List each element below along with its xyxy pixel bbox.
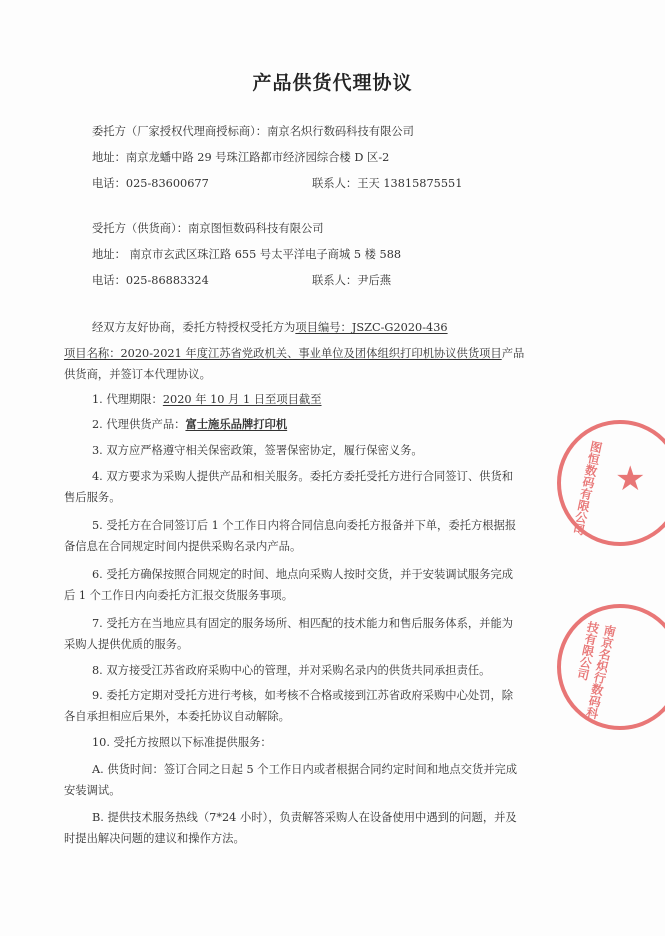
clause-a-line-2: 安装调试。 xyxy=(64,784,121,797)
clause-7-line-1: 7. 受托方在当地应具有固定的服务场所、相匹配的技术能力和售后服务体系，并能为 xyxy=(92,617,514,630)
clause-6-line-2: 后 1 个工作日内向委托方汇报交货服务事项。 xyxy=(64,589,294,602)
clause-2-label: 2. 代理供货产品： xyxy=(92,418,186,431)
seal-upper-text: 图恒数码有限公司 xyxy=(570,439,604,537)
intro-text: 经双方友好协商，委托方特授权受托方为 xyxy=(92,321,296,334)
project-number: 项目编号：JSZC-G2020-436 xyxy=(295,321,448,334)
clause-9-line-2: 各自承担相应后果外，本委托协议自动解除。 xyxy=(64,710,290,723)
seal-lower-text: 南京名炽行数码科技有限公司 xyxy=(574,619,618,721)
document-title: 产品供货代理协议 xyxy=(252,72,413,94)
clause-6-line-1: 6. 受托方确保按照合同规定的时间、地点向采购人按时交货，并于安装调试服务完成 xyxy=(92,568,514,581)
agency-product: 富士施乐品牌打印机 xyxy=(185,418,288,431)
clause-1-label: 1. 代理期限： xyxy=(92,393,163,406)
clause-1 xyxy=(92,393,322,407)
seal-star-icon: ★ xyxy=(615,459,646,499)
intro-line-1 xyxy=(92,321,448,335)
intro-line-2 xyxy=(64,347,524,361)
clause-b-line-1: B. 提供技术服务热线（7*24 小时），负责解答采购人在设备使用中遇到的问题，并及 xyxy=(92,811,517,824)
intro-line-3: 供货商，并签订本代理协议。 xyxy=(64,368,211,381)
clause-2 xyxy=(92,418,287,432)
clause-3: 3. 双方应严格遵守相关保密政策，签署保密协定，履行保密义务。 xyxy=(92,444,423,457)
clause-10: 10. 受托方按照以下标准提供服务： xyxy=(92,736,272,749)
clause-8: 8. 双方接受江苏省政府采购中心的管理，并对采购名录内的供货共同承担责任。 xyxy=(92,664,491,677)
agency-period: 2020 年 10 月 1 日至项目截至 xyxy=(162,393,322,406)
clause-9-line-1: 9. 委托方定期对受托方进行考核，如考核不合格或接到江苏省政府采购中心处罚，除 xyxy=(92,689,514,702)
party-a-name: 委托方（厂家授权代理商授标商）：南京名炽行数码科技有限公司 xyxy=(92,125,414,138)
party-a-contact: 联系人：王天 13815875551 xyxy=(312,177,463,190)
clause-b-line-2: 时提出解决问题的建议和操作方法。 xyxy=(64,832,245,845)
intro-text-2: 产品 xyxy=(501,347,525,360)
clause-4-line-2: 售后服务。 xyxy=(64,491,121,504)
party-b-contact: 联系人：尹后燕 xyxy=(312,274,392,287)
project-name: 项目名称：2020-2021 年度江苏省党政机关、事业单位及团体组织打印机协议供货项目 xyxy=(64,347,502,360)
party-a-address: 地址：南京龙蟠中路 29 号珠江路都市经济园综合楼 D 区-2 xyxy=(92,151,390,164)
company-seal-lower xyxy=(557,604,665,730)
party-b-name: 受托方（供货商）：南京图恒数码科技有限公司 xyxy=(92,222,324,235)
clause-7-line-2: 采购人提供优质的服务。 xyxy=(64,638,189,651)
clause-5-line-2: 备信息在合同规定时间内提供采购名录内产品。 xyxy=(64,540,302,553)
party-b-address: 地址： 南京市玄武区珠江路 655 号太平洋电子商城 5 楼 588 xyxy=(92,248,402,261)
party-a-phone: 电话：025-83600677 xyxy=(92,177,209,190)
clause-5-line-1: 5. 受托方在合同签订后 1 个工作日内将合同信息向委托方报备并下单，委托方根据报 xyxy=(92,519,517,532)
clause-4-line-1: 4. 双方要求为采购人提供产品和相关服务。委托方委托受托方进行合同签订、供货和 xyxy=(92,470,514,483)
company-seal-upper xyxy=(557,420,665,546)
party-b-phone: 电话：025-86883324 xyxy=(92,274,209,287)
clause-a-line-1: A. 供货时间：签订合同之日起 5 个工作日内或者根据合同约定时间和地点交货并完成 xyxy=(92,763,518,776)
